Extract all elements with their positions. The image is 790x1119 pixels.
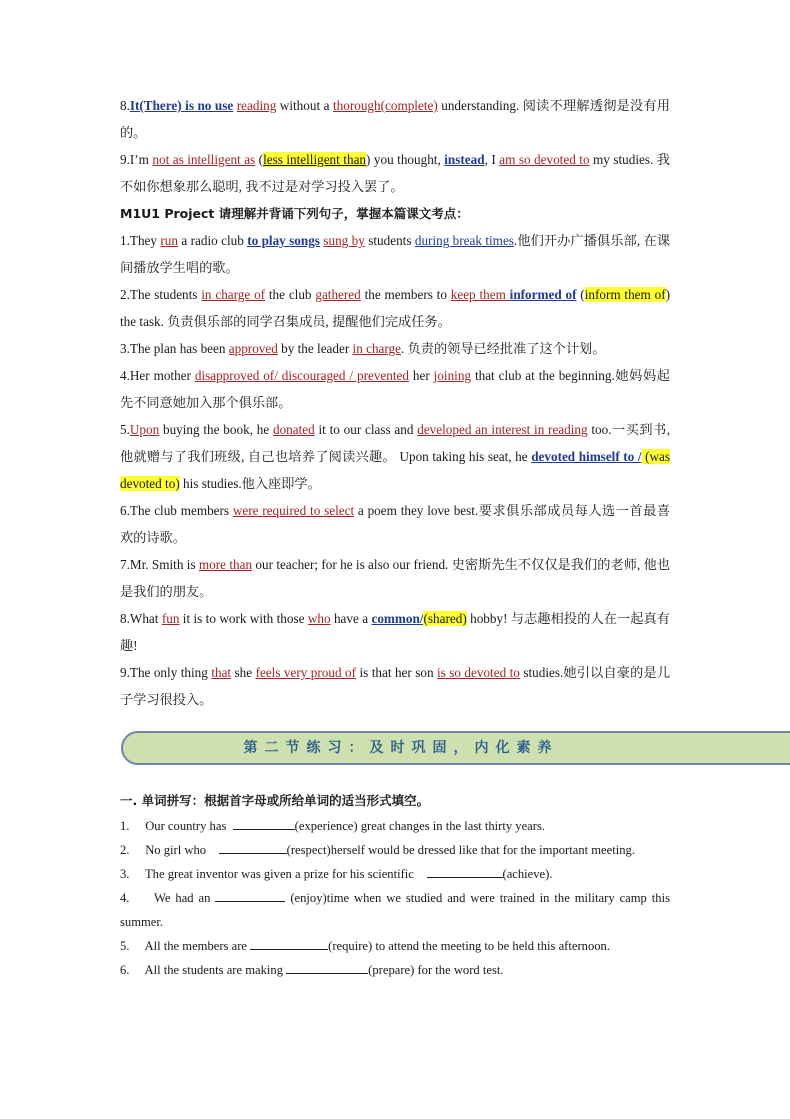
answer-blank[interactable] [219, 841, 287, 854]
exercise-item-4: 4. We had an (enjoy)time when we studied and were trained in the military camp this summer. [120, 891, 671, 929]
answer-blank[interactable] [250, 937, 328, 950]
project-sentence-2: 2.The students in charge of the club gathered the members to keep them informed of (inform them of) the task. 负责俱乐部的同学召集成员, 提醒他们完成任务。 [120, 287, 670, 329]
exercise-section [120, 788, 670, 982]
exercise-title: 一. 单词拼写：根据首字母或所给单词的适当形式填空。 [120, 793, 430, 808]
study-notes [120, 92, 670, 713]
project-sentence-3: 3.The plan has been approved by the leader in charge. 负责的领导已经批准了这个计划。 [120, 341, 606, 356]
project-sentence-5: 5.Upon buying the book, he donated it to our class and developed an interest in reading too.一买到书, 他就赠与了我们班级, 自己也培养了阅读兴趣。 Upon taking his seat, he devoted himself to / (was devoted to) his studies.他入座即学。 [120, 422, 670, 491]
section-banner [121, 731, 790, 765]
project-sentence-7: 7.Mr. Smith is more than our teacher; for he is also our friend. 史密斯先生不仅仅是我们的老师, 他也是我们的朋友。 [120, 557, 671, 599]
project-sentence-4: 4.Her mother disapproved of/ discouraged / prevented her joining that club at the beginning.她妈妈起先不同意她加入那个俱乐部。 [120, 368, 670, 410]
exercise-item-3: 3. The great inventor was given a prize for his scientific (achieve). [120, 867, 553, 881]
project-sentence-6: 6.The club members were required to select a poem they love best.要求俱乐部成员每人选一首最喜欢的诗歌。 [120, 503, 671, 545]
sentence-8: 8.It(There) is no use reading without a thorough(complete) understanding. 阅读不理解透彻是没有用的。 [120, 98, 670, 140]
project-heading: M1U1 Project 请理解并背诵下列句子，掌握本篇课文考点： [120, 206, 469, 221]
project-sentence-1: 1.They run a radio club to play songs sung by students during break times.他们开办广播俱乐部, 在课间播放学生唱的歌。 [120, 233, 671, 275]
answer-blank[interactable] [286, 961, 368, 974]
exercise-item-2: 2. No girl who (respect)herself would be dressed like that for the important meeting. [120, 843, 635, 857]
project-sentence-9: 9.The only thing that she feels very proud of is that her son is so devoted to studies.她引以自豪的是儿子学习很投入。 [120, 665, 671, 707]
answer-blank[interactable] [427, 865, 503, 878]
exercise-item-1: 1. Our country has (experience) great changes in the last thirty years. [120, 819, 546, 833]
sentence-9: 9.I’m not as intelligent as (less intelligent than) you thought, instead, I am so devoted to my studies. 我不如你想象那么聪明, 我不过是对学习投入罢了。 [120, 152, 670, 194]
exercise-item-5: 5. All the members are (require) to attend the meeting to be held this afternoon. [120, 939, 610, 953]
project-sentence-8: 8.What fun it is to work with those who have a common/(shared) hobby! 与志趣相投的人在一起真有趣! [120, 611, 670, 653]
answer-blank[interactable] [215, 889, 285, 902]
answer-blank[interactable] [233, 817, 295, 830]
exercise-item-6: 6. All the students are making (prepare) for the word test. [120, 963, 504, 977]
banner-title: 第二节练习：及时巩固，内化素养 [243, 740, 559, 756]
